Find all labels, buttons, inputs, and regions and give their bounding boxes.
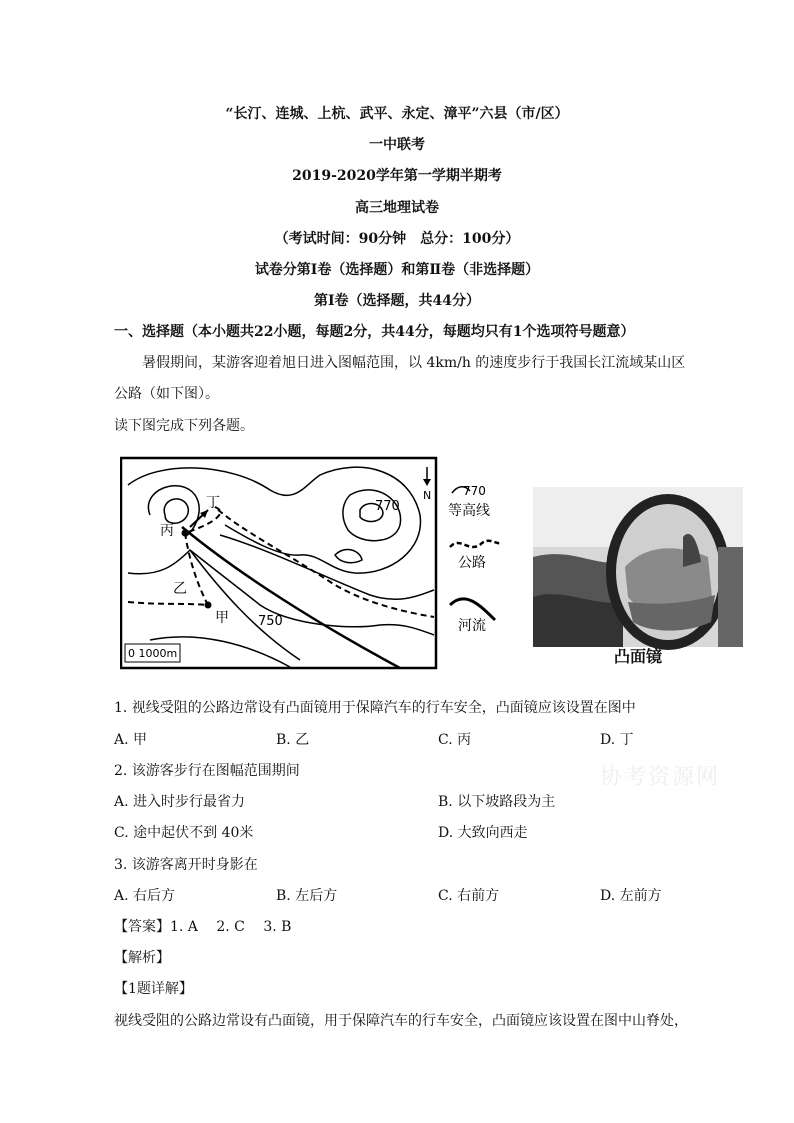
title-line-4: 高三地理试卷 [355, 200, 439, 216]
scale-label: 0 1000m [128, 647, 178, 660]
section-heading: 一、选择题（本小题共22小题，每题2分，共44分，每题均只有1个选项符号题意） [114, 324, 635, 340]
question-3-option-b: B. 左后方 [276, 888, 338, 904]
legend-road-label: 公路 [458, 555, 486, 571]
question-2-option-b: B. 以下坡路段为主 [438, 794, 556, 810]
detail-text: 视线受阻的公路边常设有凸面镜，用于保障汽车的行车安全，凸面镜应该设置在图中山脊处， [114, 1013, 688, 1029]
intro-line-2: 公路（如下图）。 [114, 386, 219, 402]
photo-caption: 凸面镜 [613, 647, 662, 666]
paper-parts: 试卷分第Ⅰ卷（选择题）和第Ⅱ卷（非选择题） [254, 262, 540, 278]
mirror-photo-image [533, 487, 743, 669]
map-label-770: 770 [375, 499, 400, 514]
question-3-option-d: D. 左前方 [600, 888, 662, 904]
map-legend [448, 484, 502, 634]
answer-line: 【答案】1. A 2. C 3. B [114, 919, 292, 935]
point-bing [182, 530, 189, 537]
question-2-option-d: D. 大致向西走 [438, 825, 528, 841]
analysis-heading: 【解析】 [114, 950, 170, 966]
north-label: N [423, 489, 432, 502]
point-jia [205, 602, 212, 609]
part-one-title: 第Ⅰ卷（选择题，共44分） [313, 293, 481, 309]
title-line-3: 2019-2020学年第一学期半期考 [292, 168, 502, 184]
question-1-option-b: B. 乙 [276, 732, 310, 748]
intro-line-1: 暑假期间，某游客迎着旭日进入图幅范围，以 4km/h 的速度步行于我国长江流域某山区 [142, 355, 686, 371]
legend-contour-value: 770 [463, 484, 486, 498]
question-3-option-a: A. 右后方 [114, 888, 176, 904]
topographic-map [120, 455, 510, 670]
question-1-stem: 1. 视线受阻的公路边常设有凸面镜用于保障汽车的行车安全，凸面镜应该设置在图中 [114, 700, 636, 716]
question-2-option-c: C. 途中起伏不到 40米 [114, 825, 254, 841]
question-2-stem: 2. 该游客步行在图幅范围期间 [114, 763, 300, 779]
watermark: 协考资源网 [600, 765, 721, 790]
legend-river-label: 河流 [458, 618, 486, 634]
convex-mirror-photo [533, 487, 743, 669]
legend-contour-label: 等高线 [448, 503, 490, 519]
question-3-stem: 3. 该游客离开时身影在 [114, 857, 258, 873]
question-1-option-a: A. 甲 [114, 732, 148, 748]
instruction: 读下图完成下列各题。 [114, 418, 254, 434]
map-frame [121, 458, 436, 668]
map-label-750: 750 [258, 614, 283, 629]
map-label-bing: 丙 [160, 523, 174, 539]
detail-heading: 【1题详解】 [114, 981, 193, 997]
question-3-option-c: C. 右前方 [438, 888, 500, 904]
title-line-2: 一中联考 [369, 137, 425, 153]
exam-time: （考试时间：90分钟 总分：100分） [274, 231, 520, 247]
question-1-option-c: C. 丙 [438, 732, 472, 748]
question-1-option-d: D. 丁 [600, 732, 634, 748]
title-line-1: “长汀、连城、上杭、武平、永定、漳平”六县（市/区） [225, 106, 569, 122]
legend-road-icon [450, 541, 502, 547]
map-label-yi: 乙 [173, 581, 187, 597]
question-2-option-a: A. 进入时步行最省力 [114, 794, 246, 810]
legend-river-icon [450, 599, 495, 620]
map-label-jia: 甲 [215, 610, 229, 626]
map-label-ding: 丁 [206, 495, 220, 511]
